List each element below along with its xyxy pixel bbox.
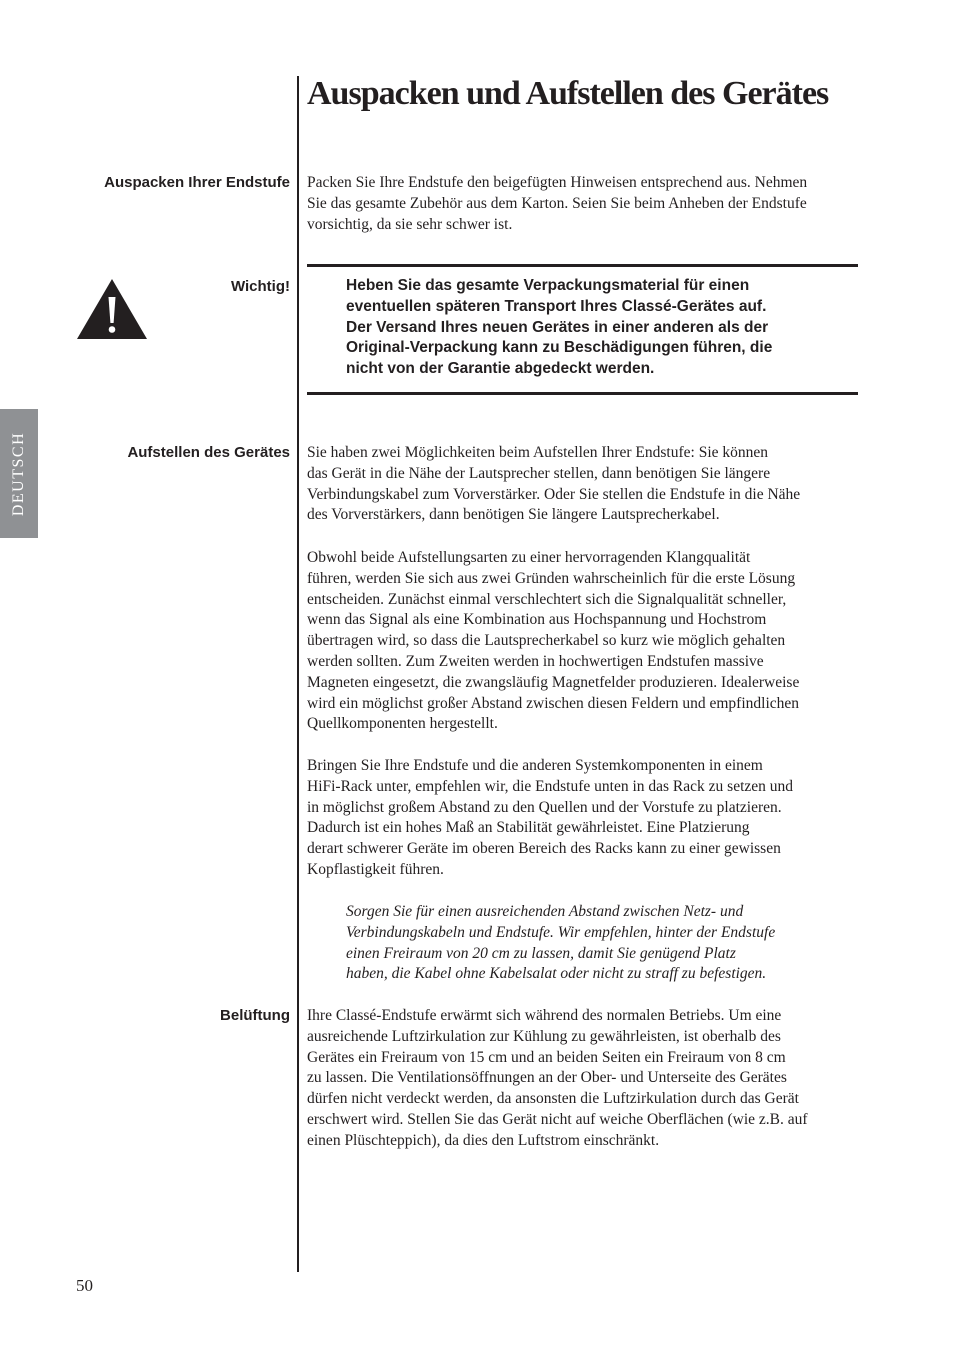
text-line: Heben Sie das gesamte Verpackungsmaterial für einen [346, 277, 750, 294]
unpacking-heading: Auspacken Ihrer Endstufe [104, 174, 290, 191]
page-title: Auspacken und Aufstellen des Gerätes [307, 75, 829, 112]
text-line: Verbindungskabel zum Vorverstärker. Oder Sie stellen die Endstufe in die Nähe [307, 485, 801, 503]
text-line: Ihre Classé-Endstufe erwärmt sich während des normalen Betriebs. Um eine [307, 1007, 782, 1024]
language-tab [0, 409, 38, 538]
text-line: einen Plüschteppich), da dies den Luftstrom einschränkt. [307, 1131, 660, 1149]
text-line: Obwohl beide Aufstellungsarten zu einer hervorragenden Klangqualität [307, 549, 751, 566]
text-line: Dadurch ist ein hohes Maß an Stabilität gewährleistet. Eine Platzierung [307, 819, 750, 837]
text-line: entscheiden. Zunächst einmal verschlechtert sich die Signalqualität schneller, [307, 590, 787, 608]
text-line: in möglichst großem Abstand zu den Quellen und der Vorstufe zu platzieren. [307, 798, 782, 816]
text-line: Verbindungskabeln und Endstufe. Wir empfehlen, hinter der Endstufe [346, 923, 776, 941]
warning-bottom-rule [307, 392, 858, 395]
text-line: Bringen Sie Ihre Endstufe und die anderen Systemkomponenten in einem [307, 757, 763, 774]
text-line: Packen Sie Ihre Endstufe den beigefügten Hinweisen entsprechend aus. Nehmen [307, 174, 808, 191]
text-line: haben, die Kabel ohne Kabelsalat oder nicht zu straff zu befestigen. [346, 965, 767, 983]
text-line: Sie haben zwei Möglichkeiten beim Aufstellen Ihrer Endstufe: Sie können [307, 444, 769, 461]
text-line: zu lassen. Die Ventilationsöffnungen an der Ober- und Unterseite des Gerätes [307, 1069, 787, 1087]
setup-heading: Aufstellen des Gerätes [127, 444, 290, 461]
text-line: Kopflastigkeit führen. [307, 860, 444, 878]
text-line: dürfen nicht verdeckt werden, da ansonsten die Luftzirkulation durch das Gerät [307, 1090, 799, 1108]
text-line: übertragen wird, so dass die Lautsprecherkabel so kurz wie möglich gehalten [307, 632, 786, 650]
setup-paragraph-2 [307, 548, 859, 735]
text-line: werden sollten. Zum Zweiten werden in hochwertigen Endstufen massive [307, 652, 764, 670]
warning-top-rule [307, 264, 858, 267]
text-line: derart schwerer Geräte im oberen Bereich des Racks kann zu einer gewissen [307, 840, 781, 858]
text-line: einen Freiraum von 20 cm zu lassen, damit Sie genügend Platz [346, 944, 736, 962]
text-line: nicht von der Garantie abgedeckt werden. [346, 360, 655, 378]
ventilation-heading: Belüftung [220, 1007, 290, 1024]
text-line: ausreichende Luftzirkulation zur Kühlung zu gewährleisten, ist oberhalb des [307, 1027, 781, 1045]
warning-text [346, 276, 772, 380]
text-line: Sie das gesamte Zubehör aus dem Karton. Seien Sie beim Anheben der Endstufe [307, 194, 807, 212]
warning-triangle-icon [77, 279, 147, 339]
text-line: eventuellen späteren Transport Ihres Classé-Gerätes auf. [346, 297, 767, 315]
ventilation-text [307, 1006, 859, 1152]
text-line: Gerätes ein Freiraum von 15 cm und an beiden Seiten ein Freiraum von 8 cm [307, 1048, 786, 1066]
text-line: des Vorverstärkers, dann benötigen Sie längere Lautsprecherkabel. [307, 506, 720, 524]
text-line: Magneten eingesetzt, die zwangsläufig Magnetfelder produzieren. Idealerweise [307, 673, 800, 691]
important-heading: Wichtig! [230, 278, 290, 295]
page-number: 50 [76, 1276, 93, 1295]
text-line: wird ein möglichst großer Abstand zwischen diesen Feldern und empfindlichen [307, 694, 800, 712]
text-line: Der Versand Ihres neuen Gerätes in einer anderen als der [346, 318, 769, 336]
setup-paragraph-1 [307, 443, 859, 526]
text-line: HiFi-Rack unter, empfehlen wir, die Endstufe unten in das Rack zu setzen und [307, 777, 794, 795]
text-line: Original-Verpackung kann zu Beschädigungen führen, die [346, 339, 773, 357]
text-line: Sorgen Sie für einen ausreichenden Abstand zwischen Netz- und [346, 903, 744, 920]
setup-note [346, 902, 775, 985]
unpacking-text [307, 173, 859, 235]
column-divider [297, 76, 299, 1272]
language-tab-label: DEUTSCH [10, 431, 27, 516]
text-line: vorsichtig, da sie sehr schwer ist. [307, 215, 513, 233]
text-line: führen, werden Sie sich aus zwei Gründen wahrscheinlich für die erste Lösung [307, 569, 796, 587]
setup-paragraph-3 [307, 756, 859, 881]
text-line: das Gerät in die Nähe der Lautsprecher stellen, dann benötigen Sie längere [307, 464, 771, 482]
text-line: erschwert wird. Stellen Sie das Gerät nicht auf weiche Oberflächen (wie z.B. auf [307, 1110, 808, 1128]
text-line: wenn das Signal als eine Kombination aus Hochspannung und Hochstrom [307, 611, 767, 629]
text-line: Quellkomponenten hergestellt. [307, 715, 498, 733]
